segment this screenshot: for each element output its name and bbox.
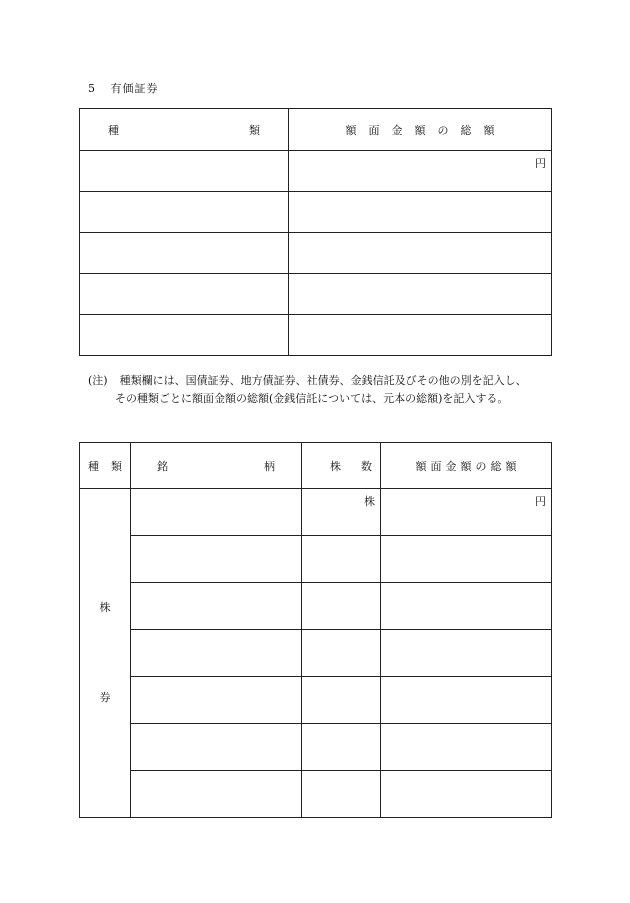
kind-cell[interactable]	[80, 274, 289, 315]
total-cell[interactable]	[381, 677, 552, 724]
header-brand: 銘 柄	[131, 443, 302, 489]
total-cell[interactable]	[381, 724, 552, 771]
kind-label-1: 株	[99, 601, 111, 614]
table-row	[80, 583, 552, 630]
table-row	[80, 724, 552, 771]
shares-unit: 株	[364, 495, 375, 508]
kind-label-2: 券	[99, 691, 111, 704]
total-cell[interactable]	[289, 151, 552, 192]
shares-cell[interactable]	[302, 489, 381, 536]
note-line-2: その種類ごとに額面金額の総額(金銭信託については、元本の総額)を記入する。	[115, 392, 509, 405]
kind-cell[interactable]	[80, 233, 289, 274]
table-row	[80, 315, 552, 356]
brand-cell[interactable]	[131, 771, 302, 818]
total-cell[interactable]	[381, 771, 552, 818]
header-kind: 種 類	[80, 109, 289, 151]
kind-cell[interactable]	[80, 151, 289, 192]
section-number: 5	[88, 82, 96, 95]
header-kind: 種 類	[80, 443, 131, 489]
total-cell[interactable]	[289, 233, 552, 274]
yen-unit: 円	[535, 157, 546, 170]
note-label: (注)	[88, 374, 108, 387]
note-line-1: 種類欄には、国債証券、地方債証券、社債券、金銭信託及びその他の別を記入し、	[119, 374, 527, 387]
stock-certificates-table	[79, 442, 552, 818]
brand-cell[interactable]	[131, 724, 302, 771]
header-face-value-total: 額 面 金 額 の 総 額	[381, 443, 552, 489]
securities-summary-table	[79, 108, 552, 356]
table-row	[80, 274, 552, 315]
shares-cell[interactable]	[302, 724, 381, 771]
table-row	[80, 677, 552, 724]
table-row	[80, 771, 552, 818]
brand-cell[interactable]	[131, 677, 302, 724]
total-cell[interactable]	[289, 315, 552, 356]
shares-cell[interactable]	[302, 536, 381, 583]
note	[88, 372, 568, 408]
brand-cell[interactable]	[131, 536, 302, 583]
brand-cell[interactable]	[131, 630, 302, 677]
table-header-row	[80, 109, 552, 151]
total-cell[interactable]	[381, 583, 552, 630]
table-header-row	[80, 443, 552, 489]
section-heading	[88, 80, 159, 96]
table-row	[80, 192, 552, 233]
shares-cell[interactable]	[302, 677, 381, 724]
shares-cell[interactable]	[302, 583, 381, 630]
section-title: 有価証券	[110, 82, 159, 95]
table-row	[80, 536, 552, 583]
total-cell[interactable]	[381, 536, 552, 583]
total-cell[interactable]	[289, 274, 552, 315]
shares-cell[interactable]	[302, 771, 381, 818]
brand-cell[interactable]	[131, 489, 302, 536]
total-cell[interactable]	[289, 192, 552, 233]
total-cell[interactable]	[381, 630, 552, 677]
table-row	[80, 233, 552, 274]
total-cell[interactable]	[381, 489, 552, 536]
kind-stock-cell	[80, 489, 131, 818]
shares-cell[interactable]	[302, 630, 381, 677]
table-row	[80, 489, 552, 536]
table-row	[80, 151, 552, 192]
kind-cell[interactable]	[80, 315, 289, 356]
table-row	[80, 630, 552, 677]
yen-unit: 円	[535, 495, 546, 508]
header-shares: 株 数	[302, 443, 381, 489]
brand-cell[interactable]	[131, 583, 302, 630]
header-face-value-total: 額 面 金 額 の 総 額	[289, 109, 552, 151]
kind-cell[interactable]	[80, 192, 289, 233]
